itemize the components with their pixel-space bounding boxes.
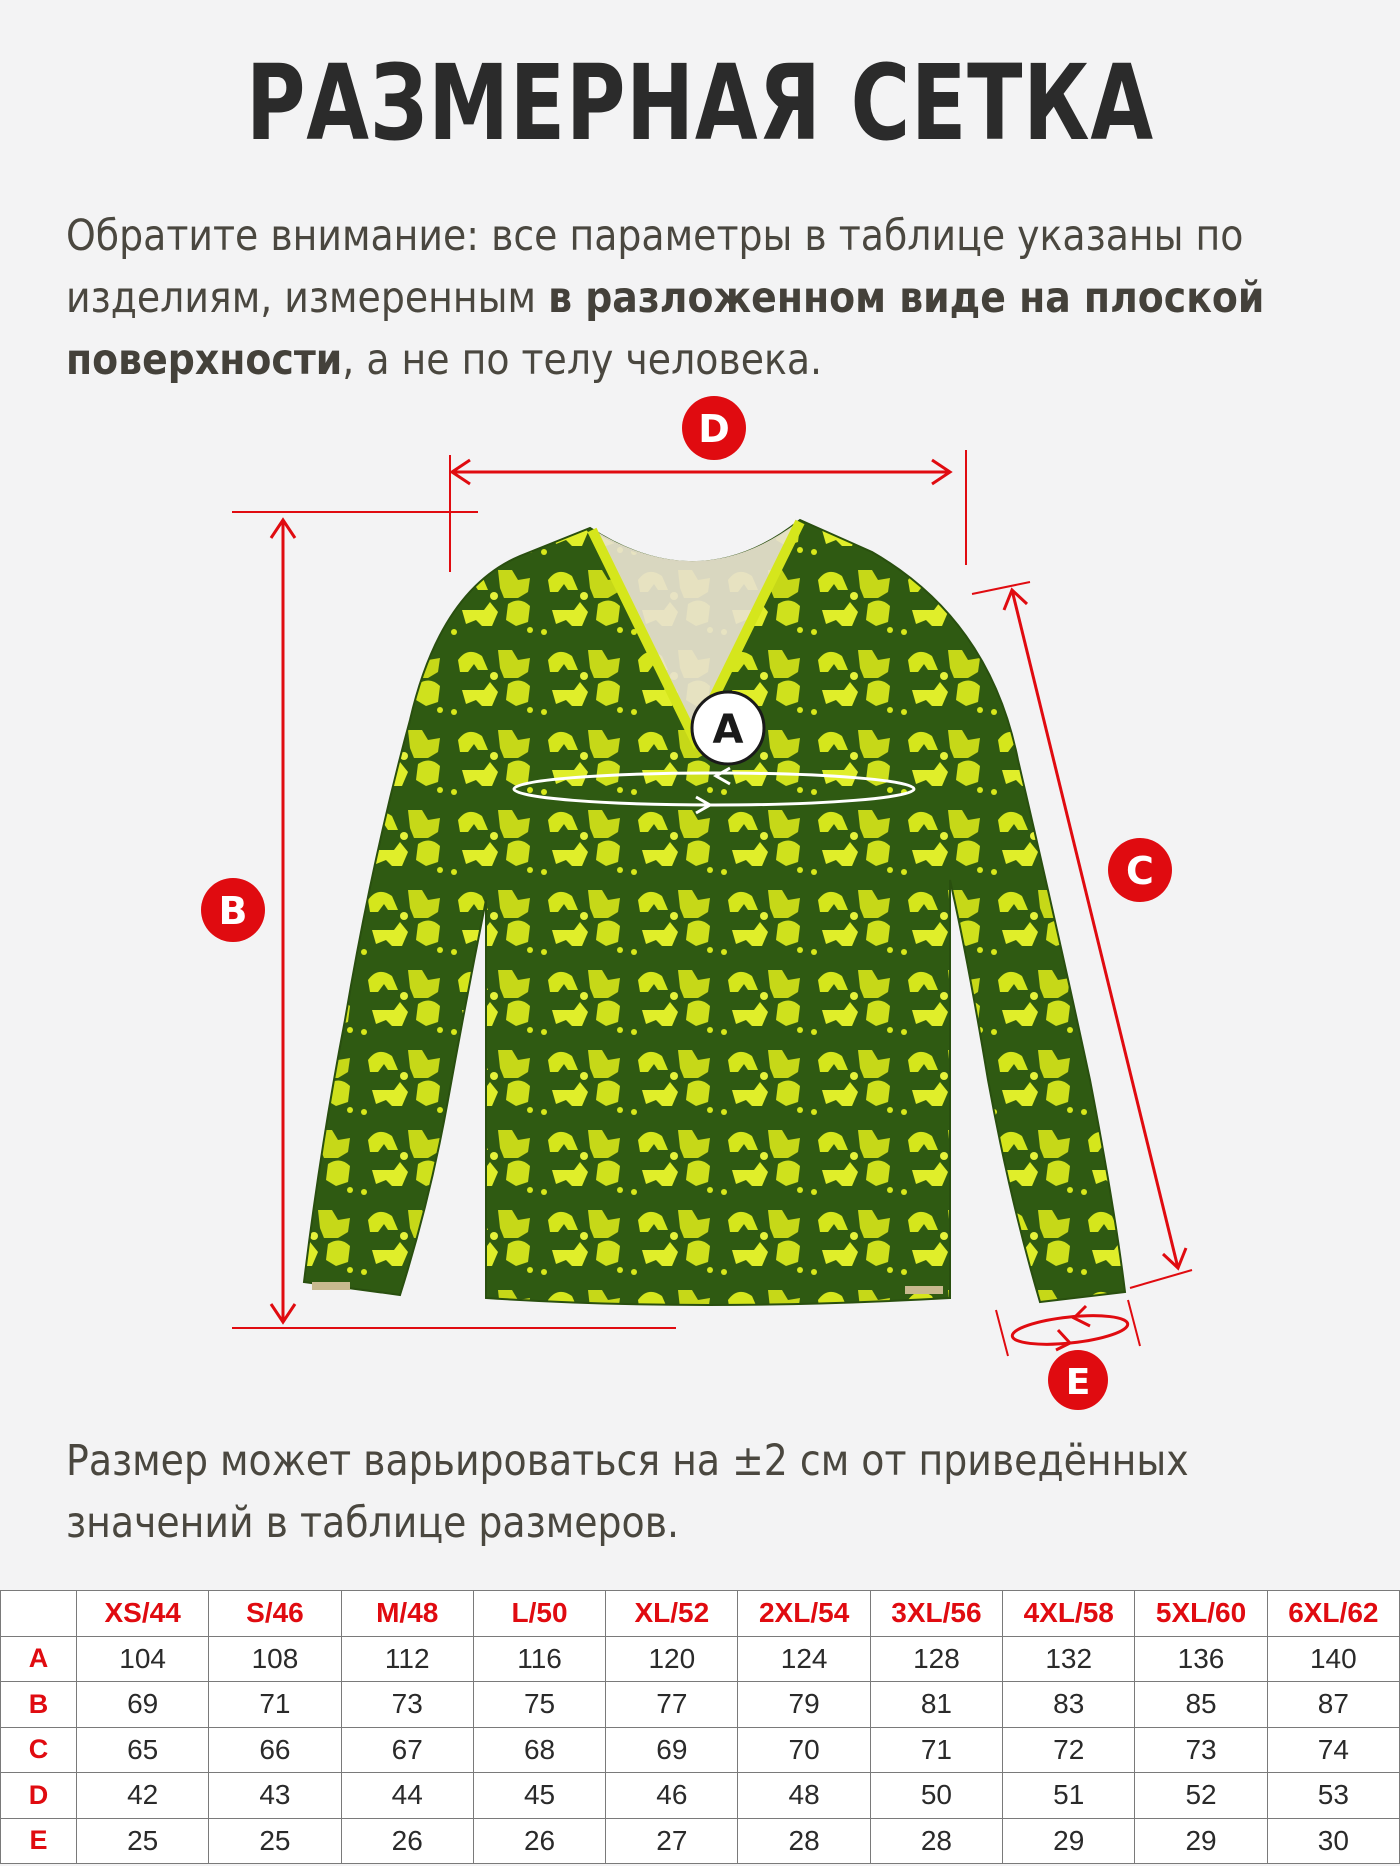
table-row — [1, 1818, 1400, 1864]
measurement-cell: 87 — [1267, 1682, 1399, 1728]
row-label: D — [1, 1773, 77, 1819]
label-a: A — [712, 707, 744, 753]
measurement-cell: 81 — [870, 1682, 1002, 1728]
row-label: B — [1, 1682, 77, 1728]
measurement-cell: 28 — [738, 1818, 870, 1864]
measurement-cell: 25 — [209, 1818, 341, 1864]
extension-line-e-right — [1128, 1300, 1140, 1346]
measurement-cell: 140 — [1267, 1636, 1399, 1682]
notice-text-end: , а не по телу человека. — [342, 335, 823, 385]
measurement-cell: 68 — [473, 1727, 605, 1773]
measurement-cell: 27 — [606, 1818, 738, 1864]
size-header: 6XL/62 — [1267, 1591, 1399, 1637]
sleeve-label-left — [312, 1282, 350, 1290]
measurement-cell: 73 — [1135, 1727, 1267, 1773]
size-tolerance-note: Размер может варьироваться на ±2 см от приведённых значений в таблице размеров. — [66, 1436, 1189, 1548]
measurement-cell: 42 — [77, 1773, 209, 1819]
measurement-cell: 26 — [341, 1818, 473, 1864]
extension-line-c-bottom — [1130, 1270, 1192, 1288]
measurement-cell: 79 — [738, 1682, 870, 1728]
arrow-head-e-1 — [1056, 1330, 1070, 1350]
label-c: C — [1126, 849, 1154, 893]
label-d: D — [698, 407, 730, 451]
row-label: A — [1, 1636, 77, 1682]
size-header: 5XL/60 — [1135, 1591, 1267, 1637]
measurement-cell: 43 — [209, 1773, 341, 1819]
measurement-cell: 83 — [1003, 1682, 1135, 1728]
size-header: XS/44 — [77, 1591, 209, 1637]
measurement-cell: 29 — [1135, 1818, 1267, 1864]
measurement-cell: 120 — [606, 1636, 738, 1682]
size-header: 2XL/54 — [738, 1591, 870, 1637]
table-row — [1, 1636, 1400, 1682]
row-label: E — [1, 1818, 77, 1864]
measurement-cell: 124 — [738, 1636, 870, 1682]
size-header: 4XL/58 — [1003, 1591, 1135, 1637]
measurement-cell: 28 — [870, 1818, 1002, 1864]
label-e: E — [1065, 1362, 1091, 1403]
table-corner-cell — [1, 1591, 77, 1637]
measurement-cell: 26 — [473, 1818, 605, 1864]
measurement-cell: 53 — [1267, 1773, 1399, 1819]
measurement-cell: 48 — [738, 1773, 870, 1819]
measurement-cell: 70 — [738, 1727, 870, 1773]
table-row — [1, 1773, 1400, 1819]
size-header: S/46 — [209, 1591, 341, 1637]
extension-line-e-left — [996, 1310, 1008, 1356]
measurement-cell: 67 — [341, 1727, 473, 1773]
measurement-cell: 29 — [1003, 1818, 1135, 1864]
measurement-cell: 69 — [77, 1682, 209, 1728]
size-table-body — [1, 1636, 1400, 1864]
measurement-cell: 112 — [341, 1636, 473, 1682]
measurement-cell: 73 — [341, 1682, 473, 1728]
size-header: L/50 — [473, 1591, 605, 1637]
page-title: РАЗМЕРНАЯ СЕТКА — [246, 42, 1154, 164]
measurement-cell: 71 — [209, 1682, 341, 1728]
measurement-cell: 104 — [77, 1636, 209, 1682]
size-header: M/48 — [341, 1591, 473, 1637]
size-header: 3XL/56 — [870, 1591, 1002, 1637]
measurement-cell: 65 — [77, 1727, 209, 1773]
table-row — [1, 1727, 1400, 1773]
measurement-cell: 71 — [870, 1727, 1002, 1773]
measurement-cell: 51 — [1003, 1773, 1135, 1819]
measurement-cell: 72 — [1003, 1727, 1135, 1773]
measurement-cell: 69 — [606, 1727, 738, 1773]
measurement-cell: 136 — [1135, 1636, 1267, 1682]
size-header: XL/52 — [606, 1591, 738, 1637]
measurement-cell: 108 — [209, 1636, 341, 1682]
measurement-cell: 25 — [77, 1818, 209, 1864]
table-row — [1, 1682, 1400, 1728]
measurement-cell: 74 — [1267, 1727, 1399, 1773]
notice-bold-text: в разложенном виде на плоской поверхности — [66, 273, 1265, 385]
measurement-cell: 45 — [473, 1773, 605, 1819]
measurement-cell: 44 — [341, 1773, 473, 1819]
notice-text: Обратите внимание: все параметры в таблице указаны по изделиям, измеренным — [66, 211, 1244, 323]
measurement-cell: 128 — [870, 1636, 1002, 1682]
row-label: C — [1, 1727, 77, 1773]
measurement-cell: 52 — [1135, 1773, 1267, 1819]
measurement-cell: 75 — [473, 1682, 605, 1728]
measurement-cell: 132 — [1003, 1636, 1135, 1682]
sleeve-label-right — [905, 1286, 943, 1294]
measurement-cell: 85 — [1135, 1682, 1267, 1728]
measurement-cell: 77 — [606, 1682, 738, 1728]
measurement-cell: 116 — [473, 1636, 605, 1682]
size-table — [0, 1590, 1400, 1864]
label-b: B — [218, 889, 248, 933]
measurement-cell: 50 — [870, 1773, 1002, 1819]
measurement-cell: 30 — [1267, 1818, 1399, 1864]
extension-line-c-top — [972, 582, 1030, 594]
measurement-cell: 66 — [209, 1727, 341, 1773]
measurement-cell: 46 — [606, 1773, 738, 1819]
size-header-row — [1, 1591, 1400, 1637]
